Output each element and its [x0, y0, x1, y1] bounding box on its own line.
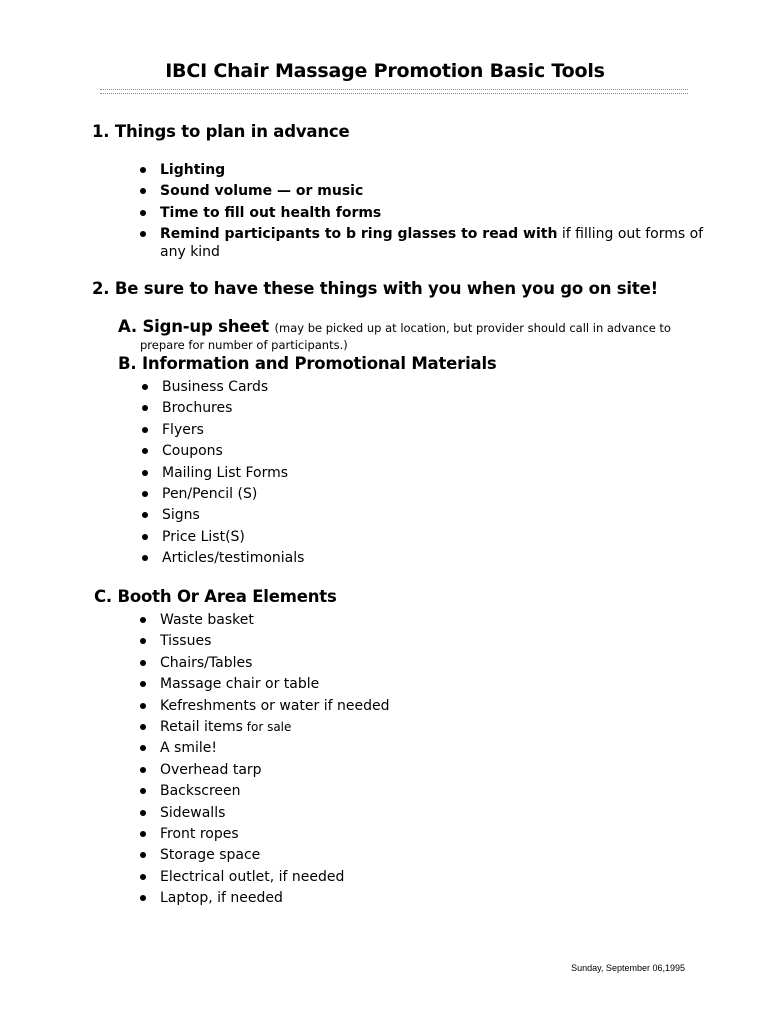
list-item: [160, 824, 389, 845]
list-item-text: Price List(S): [162, 528, 245, 545]
bullet-icon: [140, 638, 146, 644]
list-item: [160, 888, 389, 909]
list-item: [162, 484, 304, 505]
list-item-text: Signs: [162, 507, 200, 524]
list-item-text: Kefreshments or water if needed: [160, 697, 390, 714]
section1-list: [160, 160, 703, 246]
bullet-icon: [140, 831, 146, 837]
list-item: [160, 803, 389, 824]
subsection-a-note: (may be picked up at location, but provider should call in advance to: [274, 321, 671, 335]
list-item: [162, 420, 304, 441]
bullet-icon: [140, 810, 146, 816]
list-item: [160, 760, 389, 781]
list-item-text: Sound volume — or music: [160, 183, 364, 200]
bullet-icon: [142, 555, 148, 561]
list-item-text: Flyers: [162, 421, 204, 438]
list-item-text: Backscreen: [160, 783, 241, 800]
section1-heading: 1. Things to plan in advance: [92, 122, 350, 141]
list-item-text: Waste basket: [160, 612, 254, 628]
list-item-text: Lighting: [160, 162, 226, 178]
subsection-b-list: [162, 377, 304, 570]
list-item-text: A smile!: [160, 740, 217, 757]
bullet-icon: [140, 703, 146, 709]
list-item-text: Electrical outlet, if needed: [160, 868, 345, 885]
bullet-icon: [142, 384, 148, 390]
list-item-text: Sidewalls: [160, 804, 226, 821]
section1-wrap-line: any kind: [160, 244, 220, 260]
bullet-icon: [140, 660, 146, 666]
list-item: [162, 527, 304, 548]
list-item-text: Retail items: [160, 718, 243, 735]
list-item: [160, 717, 389, 738]
list-item-tail: if filling out forms of: [557, 226, 704, 243]
list-item: [160, 203, 703, 224]
list-item: [162, 441, 304, 462]
list-item-text: Articles/testimonials: [162, 550, 305, 567]
list-item: [160, 631, 389, 652]
list-item: [160, 181, 703, 202]
bullet-icon: [140, 767, 146, 773]
bullet-icon: [140, 745, 146, 751]
list-item-text: Business Cards: [162, 379, 269, 395]
list-item: [160, 224, 703, 245]
bullet-icon: [142, 427, 148, 433]
list-item-text: Pen/Pencil (S): [162, 485, 258, 502]
title-divider: [100, 89, 688, 94]
list-item: [160, 781, 389, 802]
list-item: [162, 548, 304, 569]
subsection-c-heading: C. Booth Or Area Elements: [94, 587, 337, 606]
bullet-icon: [140, 895, 146, 901]
list-item-text: Chairs/Tables: [160, 654, 253, 671]
bullet-icon: [140, 874, 146, 880]
list-item: [160, 610, 389, 631]
list-item-text: Time to fill out health forms: [160, 204, 382, 221]
section2-heading: 2. Be sure to have these things with you when you go on site!: [92, 279, 658, 298]
list-item: [162, 505, 304, 526]
list-item-text: Front ropes: [160, 825, 239, 842]
list-item-text: Remind participants to b ring glasses to read with: [160, 226, 558, 243]
list-item: [162, 377, 304, 398]
list-item: [160, 845, 389, 866]
subsection-a-note-line2: prepare for number of participants.): [140, 338, 348, 352]
subsection-b-heading: B. Information and Promotional Materials: [118, 354, 497, 373]
bullet-icon: [142, 448, 148, 454]
list-item-text: Laptop, if needed: [160, 890, 283, 907]
bullet-icon: [140, 167, 146, 173]
document-title: IBCI Chair Massage Promotion Basic Tools: [165, 60, 605, 82]
bullet-icon: [142, 470, 148, 476]
bullet-icon: [142, 512, 148, 518]
list-item-suffix: for sale: [242, 719, 292, 734]
bullet-icon: [140, 617, 146, 623]
bullet-icon: [140, 788, 146, 794]
subsection-c-list: [160, 610, 389, 909]
subsection-a-heading: A. Sign-up sheet: [118, 317, 269, 336]
bullet-icon: [140, 210, 146, 216]
subsection-a: [118, 317, 671, 336]
list-item: [162, 463, 304, 484]
bullet-icon: [140, 724, 146, 730]
list-item: [160, 653, 389, 674]
list-item: [160, 696, 389, 717]
list-item-text: Brochures: [162, 400, 233, 417]
bullet-icon: [142, 534, 148, 540]
list-item-text: Overhead tarp: [160, 761, 262, 778]
list-item-text: Tissues: [160, 633, 212, 650]
list-item: [160, 160, 703, 181]
list-item-text: Storage space: [160, 847, 261, 864]
list-item-text: Mailing List Forms: [162, 464, 289, 481]
list-item: [160, 867, 389, 888]
list-item-text: Coupons: [162, 443, 223, 460]
bullet-icon: [142, 405, 148, 411]
list-item: [162, 398, 304, 419]
list-item: [160, 674, 389, 695]
bullet-icon: [140, 231, 146, 237]
bullet-icon: [140, 681, 146, 687]
footer-date: Sunday, September 06,1995: [571, 963, 685, 973]
bullet-icon: [140, 188, 146, 194]
bullet-icon: [140, 852, 146, 858]
list-item: [160, 738, 389, 759]
list-item-text: Massage chair or table: [160, 676, 320, 693]
bullet-icon: [142, 491, 148, 497]
